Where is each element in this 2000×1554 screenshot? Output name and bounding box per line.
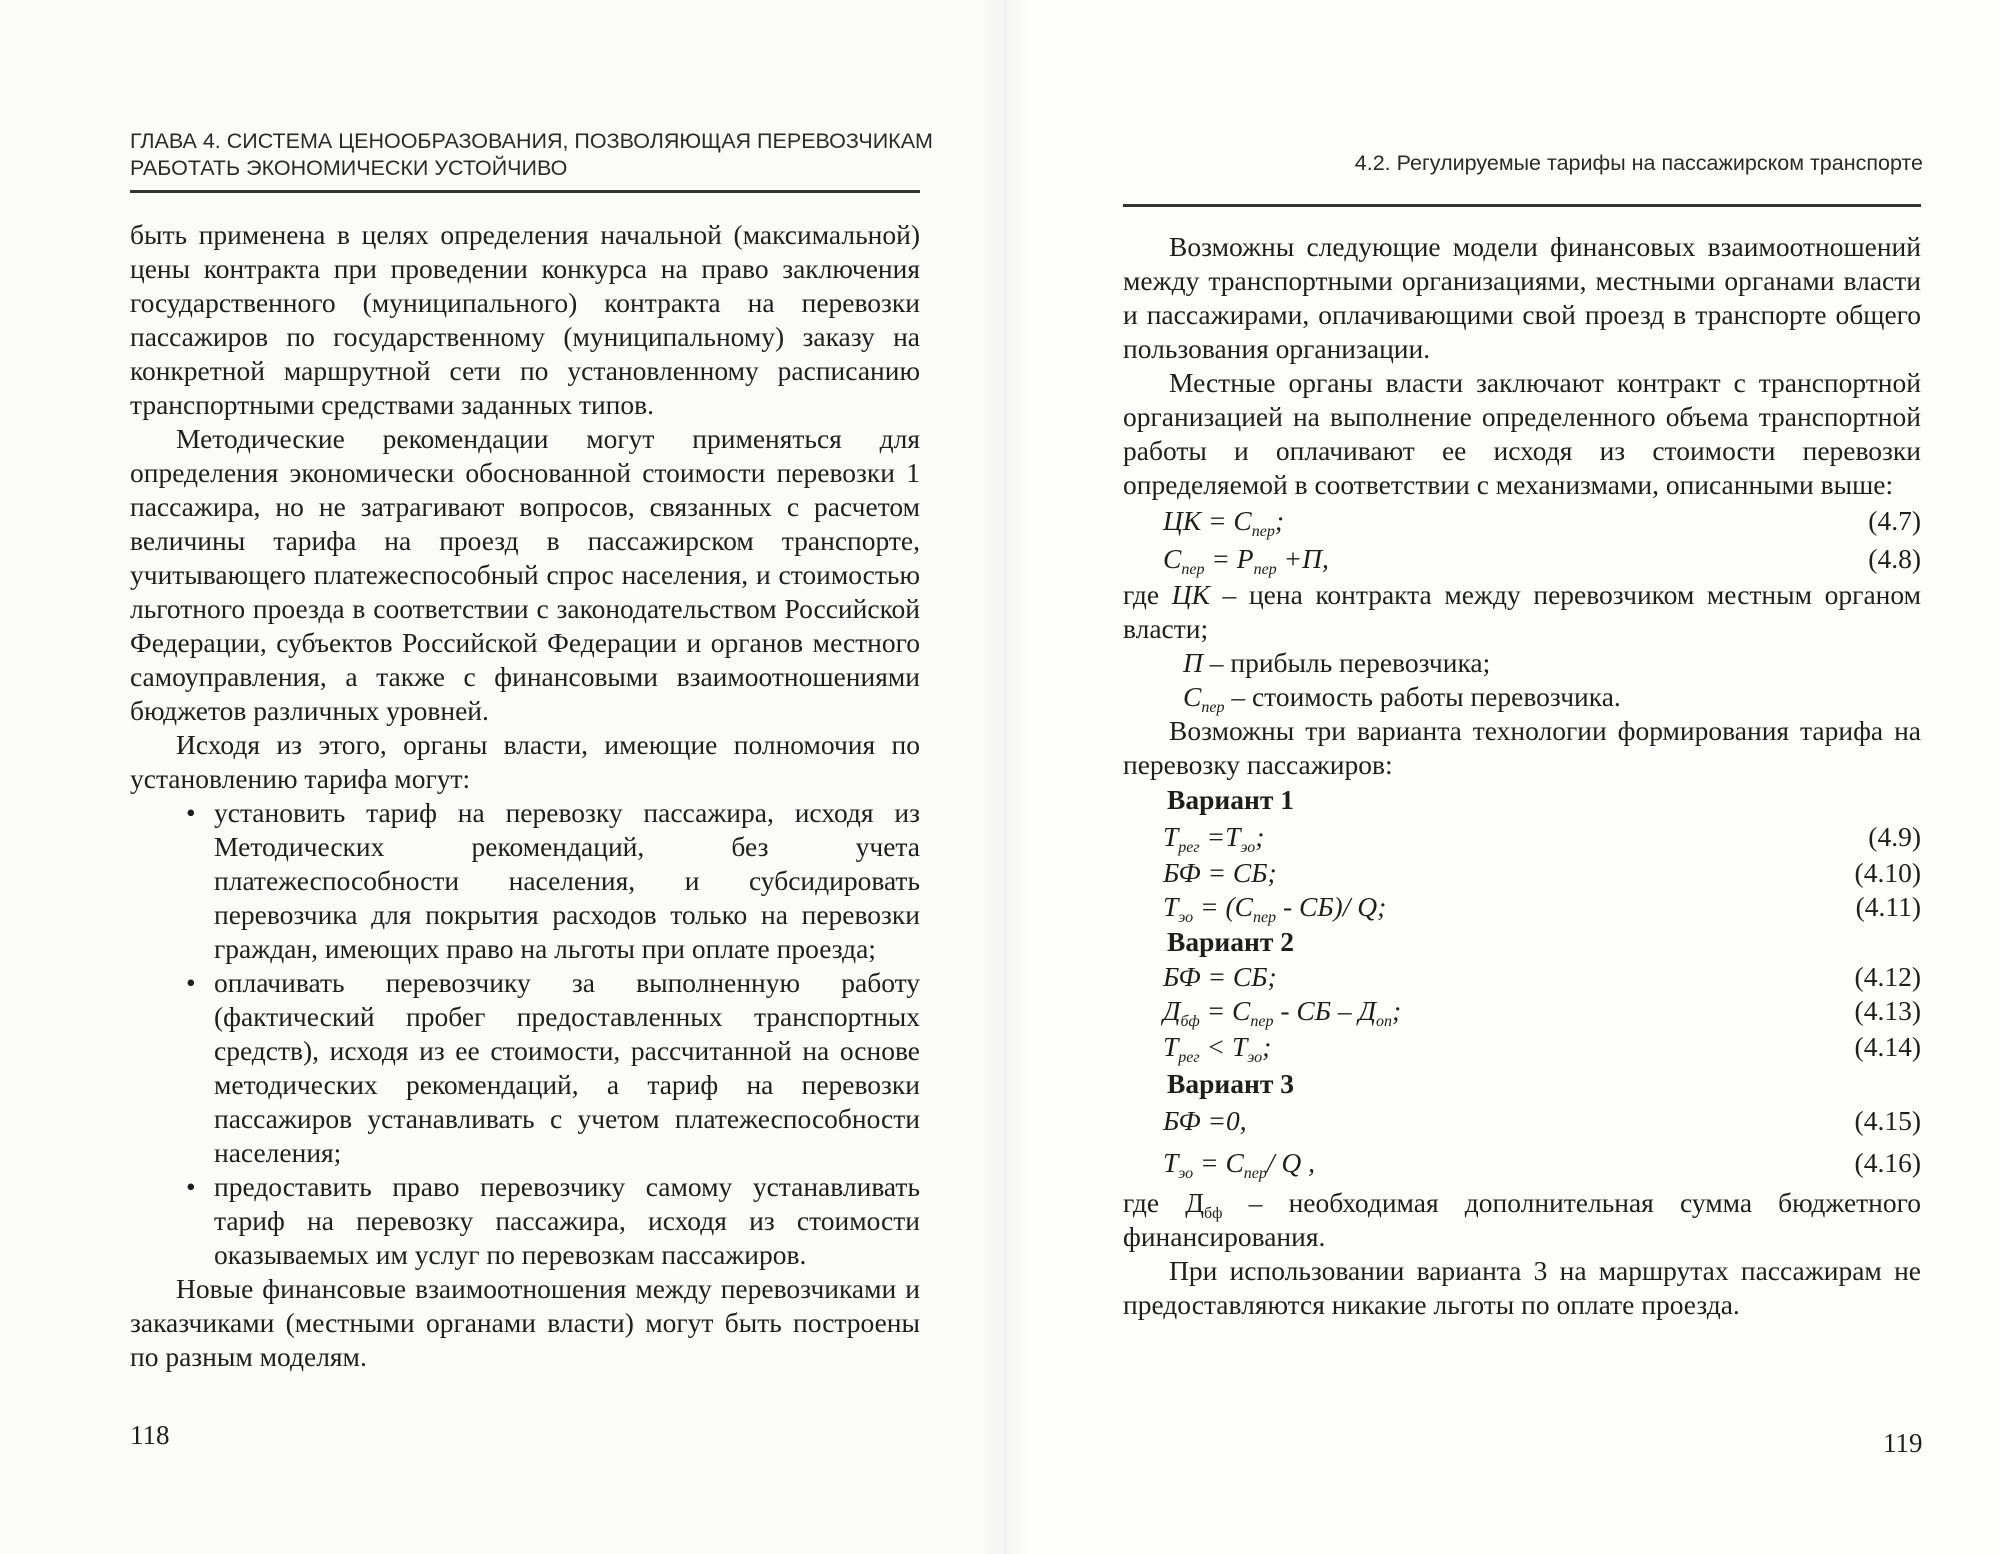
- right-running-head: 4.2. Регулируемые тарифы на пассажирском транспорте: [1354, 151, 1923, 175]
- formula-expression: $С_{пер} = Р_{пер} +П$,: [1163, 543, 1329, 578]
- left-paragraph-3: Исходя из этого, органы власти, имеющие полномочия по установлению тарифа могут:: [130, 729, 920, 794]
- formula-number: (4.14): [1854, 1031, 1921, 1062]
- formula-4-12: [1123, 960, 1921, 994]
- formula-4-11: [1123, 890, 1921, 924]
- formula-4-8: [1123, 540, 1921, 578]
- left-paragraph-4: Новые финансовые взаимоотношения между перевозчиками и заказчиками (местными органами власти) могут быть построены по разным моделям.: [130, 1273, 920, 1372]
- variant-1-heading: Вариант 1: [1167, 784, 1294, 815]
- variant-2-heading: Вариант 2: [1167, 926, 1294, 957]
- left-header-rule: [130, 190, 920, 193]
- right-paragraph-3: Возможны три варианта технологии формирования тарифа на перевозку пассажиров:: [1123, 715, 1921, 780]
- formula-expression: БФ =0,: [1163, 1105, 1247, 1136]
- right-header-rule: [1123, 204, 1921, 207]
- formula-expression: $Т_{эо} = С_{пер}/$ Q ,: [1163, 1147, 1316, 1182]
- right-paragraph-1: Возможны следующие модели финансовых взаимоотношений между транспортными организациями, местными органами власти и пассажирами, оплачивающими свой проезд в транспорте общего пользования организации.: [1123, 231, 1921, 364]
- tariff-options-list: [130, 796, 920, 1272]
- formula-number: (4.12): [1854, 961, 1921, 992]
- list-item: [186, 796, 920, 966]
- formula-number: (4.11): [1855, 891, 1921, 922]
- formula-4-13: [1123, 994, 1921, 1028]
- formula-number: (4.13): [1854, 995, 1921, 1026]
- left-running-head-line1: ГЛАВА 4. СИСТЕМА ЦЕНООБРАЗОВАНИЯ, ПОЗВОЛЯЮЩАЯ ПЕРЕВОЗЧИКАМ: [130, 129, 933, 153]
- right-paragraph-4: При использовании варианта 3 на маршрутах пассажирам не предоставляются никакие льготы по оплате проезда.: [1123, 1255, 1921, 1320]
- left-running-head-line2: РАБОТАТЬ ЭКОНОМИЧЕСКИ УСТОЙЧИВО: [130, 156, 568, 180]
- right-page-number: 119: [1883, 1428, 1923, 1458]
- list-item: [186, 1170, 920, 1272]
- variant-3-heading: Вариант 3: [1167, 1068, 1294, 1099]
- formula-4-15: [1123, 1102, 1921, 1140]
- left-body-text: [130, 218, 920, 1374]
- list-item: [186, 966, 920, 1170]
- formula-expression: ЦК = $С_{пер}$;: [1163, 505, 1285, 540]
- formula-4-10: [1123, 856, 1921, 890]
- formula-4-16: [1123, 1140, 1921, 1186]
- left-page-number: 118: [130, 1420, 170, 1450]
- formula-expression: БФ = СБ;: [1163, 857, 1277, 888]
- bullet-marker: •: [186, 967, 196, 998]
- formula-expression: $Т_{рег} =Т_{эо}$;: [1163, 821, 1265, 856]
- formula-number: (4.7): [1868, 505, 1921, 536]
- bullet-marker: •: [186, 1171, 196, 1202]
- formula-number: (4.16): [1854, 1147, 1921, 1178]
- formula-4-7: [1123, 502, 1921, 540]
- formula-expression: БФ = СБ;: [1163, 961, 1277, 992]
- where-definition-dbf: где $Д_{бф}$ – необходимая дополнительная сумма бюджетного финансирования.: [1123, 1187, 1921, 1252]
- left-paragraph-2: Методические рекомендации могут применяться для определения экономически обоснованной стоимости перевозки 1 пассажира, но не затрагивают вопросов, связанных с расчетом величины тарифа на проезд в пассажирском транспорте, учитывающего платежеспособный спрос населения, и стоимостью льготного проезда в соответствии с законодательством Российской Федерации, субъектов Российской Федерации и органов местного самоуправления, а также с финансовыми взаимоотношениями бюджетов различных уровней.: [130, 423, 920, 726]
- formula-4-9: [1123, 818, 1921, 856]
- formula-expression: $Д_{бф} = С_{пер}$ - СБ – $Д_{оп}$;: [1163, 995, 1402, 1030]
- formula-number: (4.15): [1854, 1105, 1921, 1136]
- formula-expression: $Т_{эо} = (С_{пер} - СБ)/$ Q;: [1163, 891, 1387, 926]
- list-item-text: установить тариф на перевозку пассажира, исходя из Методических рекомендаций, без учета платежеспособности населения, и субсидировать перевозчика для покрытия расходов только на перевозки граждан, имеющих право на льготы при оплате проезда;: [214, 797, 920, 964]
- where-definition-ck: где ЦК – цена контракта между перевозчиком местным органом власти;: [1123, 579, 1921, 644]
- formula-4-14: [1123, 1028, 1921, 1066]
- formula-number: (4.10): [1854, 857, 1921, 888]
- where-definition-cper: $С_{пер}$ – стоимость работы перевозчика.: [1183, 681, 1621, 716]
- left-running-head: [130, 128, 933, 182]
- formula-number: (4.8): [1868, 543, 1921, 574]
- left-paragraph-1: быть применена в целях определения начальной (максимальной) цены контракта при проведении конкурса на право заключения государственного (муниципального) контракта на перевозки пассажиров по государственному (муниципальному) заказу на конкретной маршрутной сети по установленному расписанию транспортными средствами заданных типов.: [130, 219, 920, 420]
- right-paragraph-2: Местные органы власти заключают контракт с транспортной организацией на выполнение определенного объема транспортной работы и оплачивают ее исходя из стоимости перевозки определяемой в соответствии с механизмами, описанными выше:: [1123, 367, 1921, 500]
- where-definition-p: П – прибыль перевозчика;: [1183, 647, 1491, 678]
- formula-number: (4.9): [1868, 821, 1921, 852]
- list-item-text: оплачивать перевозчику за выполненную работу (фактический пробег предоставленных транспортных средств), исходя из ее стоимости, рассчитанной на основе методических рекомендаций, а тариф на перевозки пассажиров устанавливать с учетом платежеспособности населения;: [214, 967, 920, 1168]
- right-body-text: [1123, 230, 1921, 1322]
- list-item-text: предоставить право перевозчику самому устанавливать тариф на перевозку пассажира, исходя из стоимости оказываемых им услуг по перевозкам пассажиров.: [214, 1171, 920, 1270]
- book-gutter: [980, 0, 1030, 1554]
- bullet-marker: •: [186, 797, 196, 828]
- formula-expression: $Т_{рег} < Т_{эо}$;: [1163, 1031, 1272, 1066]
